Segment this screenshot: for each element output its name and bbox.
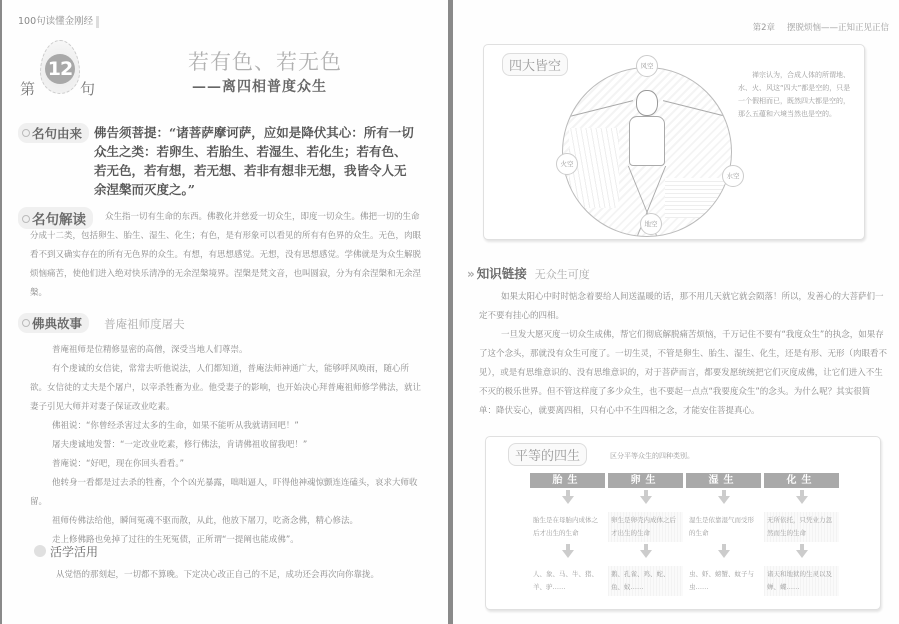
scripture-quote: 佛告须菩提：“诸菩萨摩诃萨，应如是降伏其心：所有一切众生之类：若卵生、若胎生、若湿生、若化生；若有色、若无色，若有想，若无想、若非有想非无想，我皆令人无余涅槃而灭度之。”	[94, 125, 414, 197]
bullet-icon	[22, 215, 30, 223]
knowledge-link-heading	[467, 263, 887, 282]
section-tag	[18, 313, 89, 333]
column-definition: 无所依托，只凭业力忽然而生的生命	[764, 512, 839, 542]
paragraph: 普庵说：“好吧，现在你回头看看。”	[52, 459, 185, 469]
column-header: 湿生	[686, 473, 761, 488]
apply-text: 从觉悟的那刻起，一切都不算晚。下定决心改正自己的不足，成功还会再次向你靠拢。	[56, 570, 380, 580]
paragraph: 有个虔诚的女信徒，常常去听他说法，人们都知道，普庵法师神通广大，能够呼风唤雨，随心所欲。女信徒的丈夫是个屠户，以宰杀牲畜为业。他受妻子的影响，也开始决心拜普庵祖师修学佛法，就让妻子引见大师并对妻子保证改业吃素。	[30, 364, 422, 412]
fire-label: 火空	[556, 153, 578, 175]
earth-label: 地空	[640, 213, 662, 235]
down-arrow-icon	[796, 496, 808, 504]
paragraph: 祖师传佛法给他，瞬间冤魂不驱而散，从此，他放下屠刀，吃斋念佛，精心修法。	[52, 516, 359, 526]
column-examples: 人、象、马、牛、猪、羊、驴……	[533, 570, 598, 591]
bullet-icon	[22, 129, 30, 137]
story-title: 普庵祖师度屠夫	[104, 317, 185, 331]
chapter-title: 摆脱烦恼——正知正见正信	[786, 23, 889, 33]
figure-body	[629, 116, 665, 166]
column-definition: 胎生是在母胎内成体之后才出生的生命	[533, 516, 598, 537]
right-page	[453, 0, 899, 624]
birth-column	[686, 473, 761, 596]
four-elements-illustration	[483, 44, 865, 240]
section-tag	[18, 207, 93, 229]
paragraph: 走上修佛路也免掉了过往的生死冤债，正所谓“一提阐也能成佛”。	[52, 535, 299, 545]
sentence-number-badge	[18, 38, 98, 98]
down-arrow-icon	[796, 550, 808, 558]
badge-suffix: 句	[80, 80, 96, 98]
bullet-icon	[22, 319, 30, 327]
four-births-diagram	[485, 436, 881, 610]
birth-column	[608, 473, 683, 596]
illustration-drawing	[562, 67, 732, 237]
page-subtitle: ——离四相普度众生	[192, 79, 327, 95]
knowledge-link-tag: 知识链接	[476, 266, 527, 281]
story-paragraphs	[18, 341, 423, 550]
column-header: 胎生	[530, 473, 605, 488]
section-tag-label: 佛典故事	[32, 316, 83, 331]
down-arrow-icon	[640, 496, 652, 504]
figure-head	[636, 90, 658, 116]
paragraph: 一旦发大愿灭度一切众生成佛，帮它们彻底解脱痛苦烦恼，千万记住不要有“我度众生”的执念，如果存了这个念头，那就没有众生可度了。一切生灵，不管是卵生、胎生、湿生、化生，还是有形、无形（肉眼看不见），或是有思维意识的、没有思维意识的，对于菩萨而言，都要发愿统统把它们灭度成佛，让它们进入不生不灭的极乐世界。但不管这样度了多少众生，也不要起一点点“我要度众生”的念头。为什么呢？其实很简单：降伏妄心，就要离四相，只有心中不生四相之念，才能安住菩提真心。	[479, 330, 888, 416]
section-explanation	[18, 208, 423, 303]
water-label: 水空	[722, 165, 744, 187]
diagram-description: 区分平等众生的四种类别。	[610, 452, 694, 460]
paragraph: 如果太阳心中时时惦念着要给人间送温暖的话，那不用几天就它就会陨落！所以，发善心的大菩萨们一定不要有挂心的四相。	[479, 292, 884, 321]
paragraph: 普庵祖师是位精修显密的高僧，深受当地人们尊崇。	[52, 345, 248, 355]
running-head-right	[753, 21, 889, 33]
wind-label: 风空	[636, 55, 658, 77]
down-arrow-icon	[562, 496, 574, 504]
down-arrow-icon	[562, 550, 574, 558]
double-chevron-icon: »	[467, 267, 475, 281]
left-page	[0, 0, 448, 624]
figure-arm	[661, 100, 727, 126]
down-arrow-icon	[718, 550, 730, 558]
badge-number: 12	[45, 54, 75, 84]
apply-heading-label: 活学活用	[50, 545, 99, 559]
running-head-left	[18, 13, 99, 28]
illustration-caption: 禅宗认为，合成人体的所谓地、水、火、风这“四大”都是空的，只是一个假相而已，既然四大都是空的，那么五蕴和六境当然也是空的。	[738, 71, 851, 118]
explanation-body: 众生指一切有生命的东西。佛教化并慈爱一切众生，即度一切众生。佛把一切的生命分成十二类，包括卵生、胎生、湿生、化生；有色，是有形象可以看见的所有有色界的众生。无色，肉眼看不到又确实存在的所有无色界的众生。有想，有思想感觉。无想，没有思想感觉。学佛就是为众生解脱烦恼痛苦，使他们进入绝对快乐清净的无余涅槃境界。涅槃是梵文音，也叫圆寂，分为有余涅槃和无余涅槃。	[30, 212, 422, 298]
down-arrow-icon	[640, 550, 652, 558]
column-examples: 鹅、孔雀、鸡、蛇、鱼、蚁……	[608, 566, 683, 596]
diagram-tag: 平等的四生	[508, 443, 587, 466]
column-header: 化生	[764, 473, 839, 488]
chapter-number: 第2章	[752, 23, 775, 33]
column-definition: 卵生是卵壳内成体之后才出生的生命	[608, 512, 683, 542]
section-apply	[34, 543, 434, 580]
column-header: 卵生	[608, 473, 683, 488]
section-story	[18, 313, 423, 550]
header-bar	[96, 16, 99, 28]
book-title: 100句读懂金刚经	[18, 16, 94, 27]
birth-column	[764, 473, 839, 596]
column-definition: 湿生是依靠湿气而受形的生命	[689, 516, 754, 537]
down-arrow-icon	[718, 496, 730, 504]
paragraph: 他转身一看都是过去杀的牲畜，个个凶光暴露，咄咄逼人，吓得他神魂惊颤连连磕头，哀求大师收留。	[30, 478, 418, 507]
diagram-columns	[530, 473, 839, 596]
column-examples: 诸天和地狱的生灵以及蝉、蝶……	[764, 566, 839, 596]
paragraph: 屠夫虔诚地发誓：“一定改业吃素，修行佛法，肯请佛祖收留我吧！”	[52, 440, 308, 450]
section-tag-label: 名句由来	[32, 126, 83, 141]
birth-column	[530, 473, 605, 596]
apply-heading	[34, 543, 434, 560]
circle-icon	[34, 545, 46, 557]
column-examples: 虫、虾、螃蟹、蚊子与虫……	[689, 570, 754, 591]
page-title: 若有色、若无色	[188, 50, 342, 74]
knowledge-link-subtitle: 无众生可度	[534, 268, 590, 281]
badge-prefix: 第	[20, 80, 36, 98]
section-tag	[18, 123, 89, 143]
section-knowledge-link	[467, 263, 887, 421]
knowledge-link-body	[467, 288, 887, 421]
paragraph: 佛祖说：“你曾经杀害过太多的生命，如果不能听从我就请回吧！”	[52, 421, 299, 431]
section-tag-label: 名句解读	[32, 212, 86, 228]
illustration-tag: 四大皆空	[502, 53, 568, 76]
figure-arm	[569, 100, 635, 126]
